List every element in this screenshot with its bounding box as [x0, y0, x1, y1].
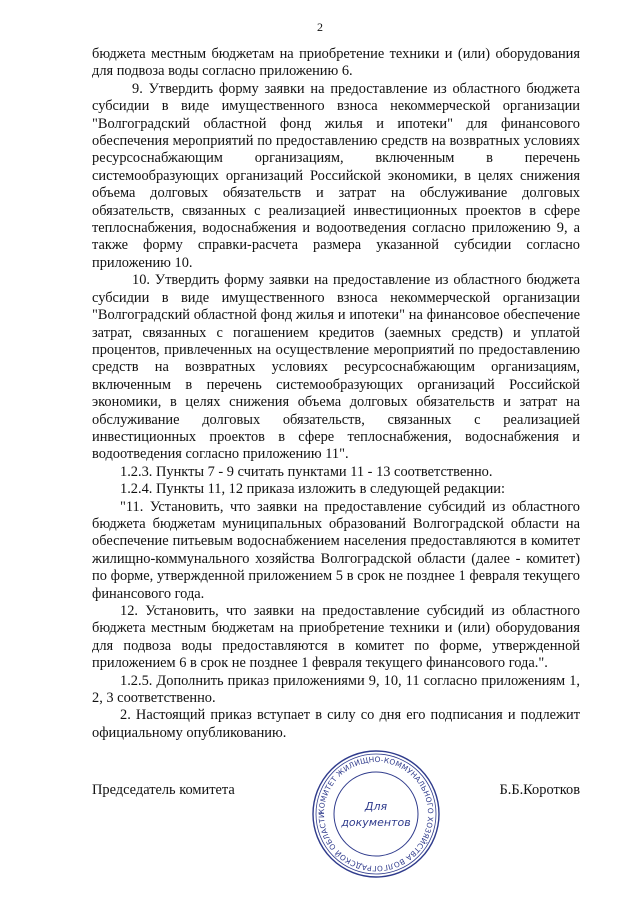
page-number: 2 — [317, 20, 323, 34]
seal-center-line2: документов — [341, 816, 411, 829]
seal-center-line1: Для — [364, 800, 388, 813]
paragraph-item-2: 2. Настоящий приказ вступает в силу со дня его подписания и подлежит официальному опубликованию. — [92, 707, 580, 741]
paragraph-item-9: 9. Утвердить форму заявки на предоставление из областного бюджета субсидии в виде имущественного взноса некоммерческой организации "Волгоградский областной фонд жилья и ипотеки" для финансового обеспечения мероприятий по предоставлению средств на возвратных условиях ресурсоснабжающим организациям, включенным в перечень системообразующих организаций Российской экономики, в целях снижения объема долговых обязательств и затрат на обслуживание долговых обязательств, связанных с реализацией инвестиционных проектов в сфере теплоснабжения, водоснабжения и водоотведения согласно приложению 9, а также форму справки-расчета размера указанной субсидии согласно приложению 10. — [92, 80, 580, 271]
paragraph-continuation: бюджета местным бюджетам на приобретение техники и (или) оборудования для подвоза воды согласно приложению 6. — [92, 46, 580, 80]
paragraph-1-2-5: 1.2.5. Дополнить приказ приложениями 9, 10, 11 согласно приложениям 1, 2, 3 соответственно. — [92, 672, 580, 707]
signer-position: Председатель комитета — [92, 782, 235, 798]
document-body — [92, 46, 580, 742]
seal-graphic — [310, 748, 442, 880]
paragraph-item-10: 10. Утвердить форму заявки на предоставление из областного бюджета субсидии в виде имущественного взноса некоммерческой организации "Волгоградский областной фонд жилья и ипотеки" на финансовое обеспечение затрат, связанных с погашением кредитов (заемных средств) и уплатой процентов, привлеченных на осуществление мероприятий по предоставлению средств на возвратных условиях ресурсоснабжающим организациям, включенным в перечень системообразующих организаций Российской экономики, в целях снижения объема долговых обязательств и затрат на обслуживание долговых обязательств, связанных с реализацией инвестиционных проектов в сфере теплоснабжения, водоснабжения и водоотведения согласно приложению 11". — [92, 272, 580, 463]
svg-text:КОМИТЕТ ЖИЛИЩНО-КОММУНАЛЬНОГО — [317, 755, 435, 873]
seal-ring-text: КОМИТЕТ ЖИЛИЩНО-КОММУНАЛЬНОГО ХОЗЯЙСТВА ВОЛГОГРАДСКОЙ ОБЛАСТИ — [316, 754, 436, 874]
paragraph-1-2-3: 1.2.3. Пункты 7 - 9 считать пунктами 11 - 13 соответственно. — [120, 463, 493, 480]
paragraph-item-12: 12. Установить, что заявки на предоставление субсидий из областного бюджета местным бюджетам на приобретение техники и (или) оборудования для подвоза воды предоставляются в комитет по форме, утвержденной приложением 6 в срок не позднее 1 февраля текущего финансового года.". — [92, 603, 580, 672]
signer-name: Б.Б.Коротков — [499, 782, 580, 798]
paragraph-1-2-4: 1.2.4. Пункты 11, 12 приказа изложить в следующей редакции: — [120, 481, 505, 498]
paragraph-item-11: "11. Установить, что заявки на предоставление субсидий из областного бюджета бюджетам муниципальных образований Волгоградской области на обеспечение питьевым водоснабжением населения предоставляются в комитет жилищно-коммунального хозяйства Волгоградской области (далее - комитет) по форме, утвержденной приложением 5 в срок не позднее 1 февраля текущего финансового года. — [92, 498, 580, 602]
official-seal — [310, 748, 442, 880]
